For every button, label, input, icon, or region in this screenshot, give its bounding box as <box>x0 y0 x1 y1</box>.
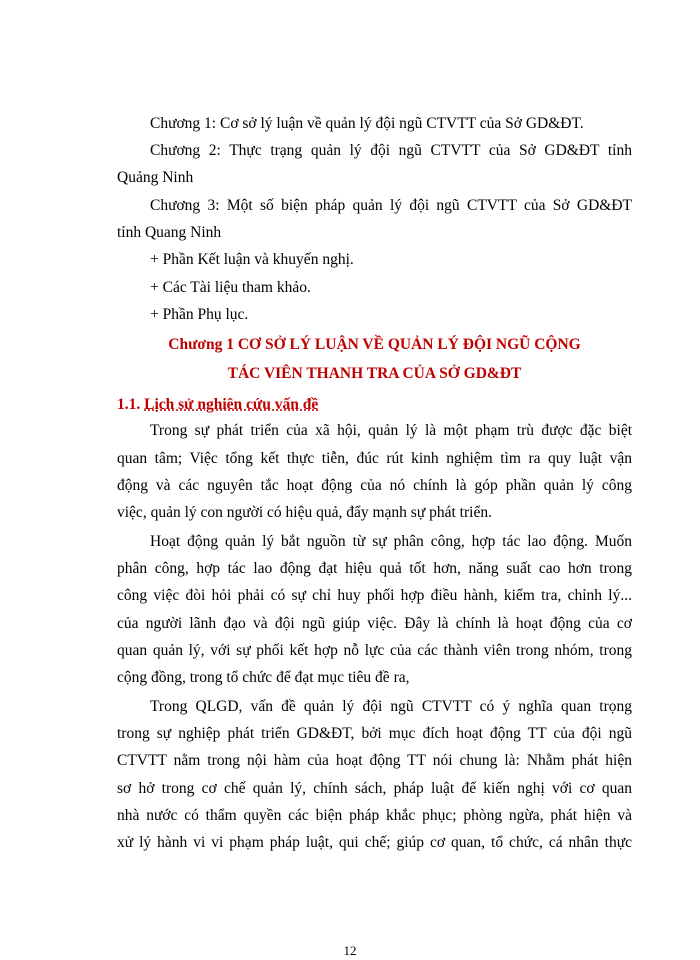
paragraph-3-line-3: CTVTT nằm trong nội hàm của hoạt động TT nói chung là: Nhằm phát hiện <box>117 752 632 769</box>
paragraph-2-line-3: công việc đòi hỏi phải có sự chỉ huy phối hợp điều hành, kiểm tra, chỉnh lý... <box>117 587 632 604</box>
chapter-heading-line-2: TÁC VIÊN THANH TRA CỦA SỞ GD&ĐT <box>227 365 522 382</box>
chapter-heading-line-1: Chương 1 CƠ SỞ LÝ LUẬN VỀ QUẢN LÝ ĐỘI NGŨ CỘNG <box>168 336 581 353</box>
paragraph-3-line-6: xử lý hành vi vi phạm pháp luật, qui chế; giúp cơ quan, tổ chức, cá nhân thực <box>117 834 632 851</box>
paragraph-2-line-5: quan quản lý, với sự phối kết hợp nỗ lực của các thành viên trong nhóm, trong <box>117 642 632 659</box>
outline-item-references: + Các Tài liệu tham khảo. <box>150 279 311 296</box>
outline-chapter-3-line-2: tỉnh Quang Ninh <box>117 224 222 241</box>
paragraph-1-line-3: động và các nguyên tắc hoạt động của nó chính là góp phần quản lý công <box>117 477 632 494</box>
paragraph-3-line-4: sơ hở trong cơ chế quản lý, chính sách, pháp luật để kiến nghị với cơ quan <box>117 780 632 797</box>
paragraph-2-line-4: của người lãnh đạo và đội ngũ giúp việc. Đây là chính là hoạt động của cơ <box>117 615 632 632</box>
outline-chapter-1: Chương 1: Cơ sở lý luận về quản lý đội ngũ CTVTT của Sở GD&ĐT. <box>150 115 584 132</box>
section-title: Lịch sử nghiên cứu vấn đề <box>144 396 319 413</box>
outline-chapter-3-line-1: Chương 3: Một số biện pháp quản lý đội ngũ CTVTT của Sở GD&ĐT <box>150 197 632 214</box>
paragraph-2-line-1: Hoạt động quản lý bắt nguồn từ sự phân công, hợp tác lao động. Muốn <box>150 533 632 550</box>
outline-item-conclusion: + Phần Kết luận và khuyến nghị. <box>150 251 354 268</box>
outline-chapter-2-line-2: Quảng Ninh <box>117 169 194 186</box>
paragraph-1-line-2: quan tâm; Việc tổng kết thực tiễn, đúc rút kinh nghiệm tìm ra quy luật vận <box>117 450 632 467</box>
paragraph-3-line-2: trong sự nghiệp phát triển GD&ĐT, bởi mục đích hoạt động TT của đội ngũ <box>117 725 632 742</box>
paragraph-3-line-1: Trong QLGD, vấn đề quản lý đội ngũ CTVTT có ý nghĩa quan trọng <box>150 698 632 715</box>
page-number: 12 <box>343 943 357 958</box>
section-heading <box>117 395 318 415</box>
outline-chapter-2-line-1: Chương 2: Thực trạng quản lý đội ngũ CTVTT của Sở GD&ĐT tỉnh <box>150 142 632 159</box>
paragraph-2-line-2: phân công, hợp tác lao động đạt hiệu quả tốt hơn, năng suất cao hơn trong <box>117 560 632 577</box>
outline-item-appendix: + Phần Phụ lục. <box>150 306 249 323</box>
paragraph-3-line-5: nhà nước có thẩm quyền các biện pháp khắc phục; phòng ngừa, phát hiện và <box>117 807 632 824</box>
paragraph-2-line-6: cộng đồng, trong tổ chức để đạt mục tiêu đề ra, <box>117 669 410 686</box>
paragraph-1-line-4: việc, quản lý con người có hiệu quả, đẩy mạnh sự phát triển. <box>117 504 492 521</box>
section-number: 1.1. <box>117 396 141 413</box>
paragraph-1-line-1: Trong sự phát triển của xã hội, quản lý là một phạm trù được đặc biệt <box>150 422 632 439</box>
